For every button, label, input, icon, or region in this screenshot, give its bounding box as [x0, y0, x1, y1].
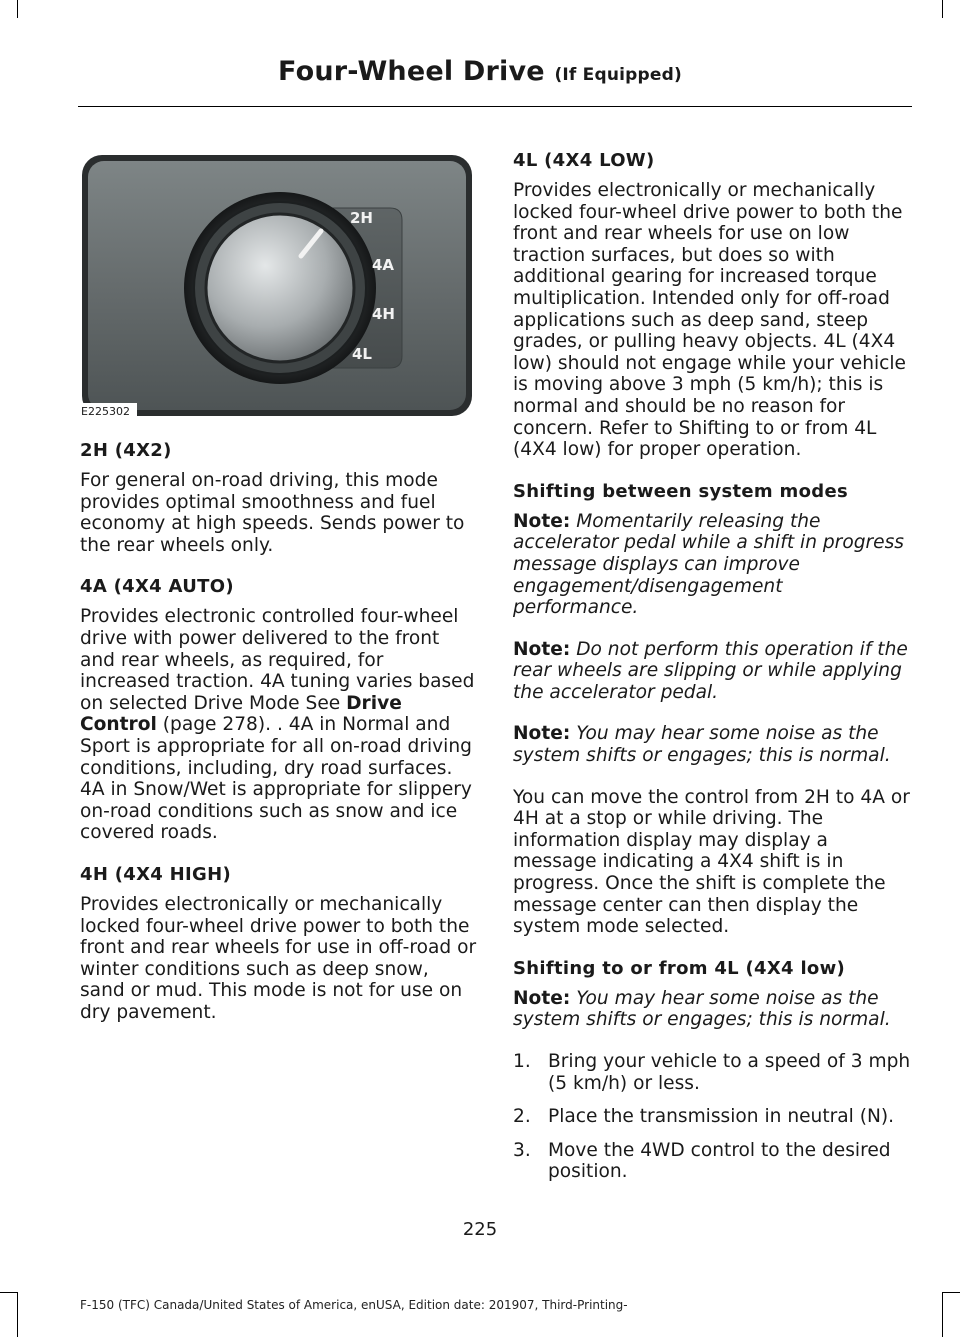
- note-wheels-slipping: [513, 639, 911, 704]
- step-text: Bring your vehicle to a speed of 3 mph (5 km/h) or less.: [548, 1051, 911, 1094]
- section-body-4a-part1: Provides electronic controlled four-wheel drive with power delivered to the front and rear wheels, as required, for increased traction. 4A tuning varies based on selected Drive Mode See: [80, 606, 475, 714]
- crop-mark-top-right-vertical: [942, 0, 943, 18]
- image-id: E225302: [81, 405, 130, 418]
- drive-control-link[interactable]: Drive Control: [80, 692, 402, 736]
- note-label: Note:: [513, 987, 571, 1009]
- list-item: [513, 1106, 911, 1128]
- dial-knob: [206, 214, 354, 362]
- crop-mark-bottom-right-vertical: [942, 1292, 943, 1337]
- list-item: [513, 1140, 911, 1183]
- note-label: Note:: [513, 723, 571, 745]
- list-item: [513, 1051, 911, 1094]
- note-label: Note:: [513, 638, 571, 660]
- section-body-shifting-modes: You can move the control from 2H to 4A or 4H at a stop or while driving. The information display may display a message indicating a 4X4 shift is in progress. Once the shift is complete the message center can then display the system mode selected.: [513, 786, 910, 938]
- section-heading-4h: 4H (4X4 HIGH): [80, 863, 232, 885]
- page-number: 225: [462, 1219, 498, 1240]
- note-text: Do not perform this operation if the rear wheels are slipping or while applying the accelerator pedal.: [513, 638, 908, 703]
- note-text: Momentarily releasing the accelerator pedal while a shift in progress message displays can improve engagement/disengagement performance.: [513, 510, 904, 619]
- step-number: 3.: [513, 1139, 531, 1161]
- right-column: [513, 150, 911, 1195]
- page-title: [0, 56, 960, 87]
- crop-mark-bottom-left-horizontal: [0, 1292, 18, 1293]
- note-noise: [513, 723, 911, 766]
- crop-mark-top-left-vertical: [17, 0, 18, 18]
- left-column: [80, 440, 478, 1043]
- section-body-4a: [80, 606, 478, 844]
- note-accelerator-release: [513, 511, 911, 619]
- step-text: Place the transmission in neutral (N).: [548, 1106, 895, 1128]
- edition-footer: F-150 (TFC) Canada/United States of America, enUSA, Edition date: 201907, Third-Printing-: [80, 1298, 628, 1312]
- dial-label-4l: 4L: [352, 345, 372, 363]
- page-title-main: Four-Wheel Drive: [278, 56, 545, 87]
- page-title-subtitle: (If Equipped): [554, 65, 682, 85]
- section-body-2h: For general on-road driving, this mode provides optimal smoothness and fuel economy at high speeds. Sends power to the rear wheels only.: [80, 470, 465, 556]
- dial-label-2h: 2H: [350, 209, 373, 227]
- step-number: 2.: [513, 1106, 531, 1128]
- crop-mark-bottom-left-vertical: [17, 1292, 18, 1337]
- section-body-4l: Provides electronically or mechanically locked four-wheel drive power to both the front and rear wheels for use on low traction surfaces, but does so with additional gearing for increased torque multiplication. Intended only for off-road applications such as deep sand, steep grades, or pulling heavy objects. 4L (4X4 low) should not engage while your vehicle is moving above 3 mph (5 km/h); this is normal and should be no reason for concern. Refer to Shifting to or from 4L (4X4 low) for proper operation.: [513, 180, 906, 461]
- dial-label-4a: 4A: [372, 256, 395, 274]
- 4wd-control-dial-figure: [80, 153, 474, 418]
- header-divider: [78, 106, 912, 107]
- note-text: You may hear some noise as the system shifts or engages; this is normal.: [513, 987, 891, 1031]
- crop-mark-bottom-right-horizontal: [942, 1292, 960, 1293]
- section-body-4h: Provides electronically or mechanically locked four-wheel drive power to both the front and rear wheels for use in off-road or winter conditions such as deep snow, sand or mud. This mode is not for use on dry pavement.: [80, 893, 477, 1023]
- step-number: 1.: [513, 1051, 531, 1072]
- steps-list: [513, 1051, 911, 1183]
- section-heading-4l: 4L (4X4 LOW): [513, 150, 655, 171]
- section-heading-2h: 2H (4X2): [80, 440, 172, 461]
- section-heading-shifting-4l: Shifting to or from 4L (4X4 low): [513, 957, 846, 979]
- dial-label-4h: 4H: [372, 305, 395, 323]
- note-label: Note:: [513, 510, 571, 532]
- step-text: Move the 4WD control to the desired position.: [548, 1139, 891, 1183]
- note-text: You may hear some noise as the system shifts or engages; this is normal.: [513, 723, 891, 767]
- note-noise-4l: [513, 988, 911, 1031]
- section-heading-4a: 4A (4X4 AUTO): [80, 576, 234, 598]
- section-body-4a-part2: (page 278). . 4A in Normal and Sport is appropriate for all on-road driving conditions, including, dry road surfaces. 4A in Snow/Wet is appropriate for slippery on-road conditions such as snow and ice covered roads.: [80, 714, 472, 844]
- section-heading-shifting-modes: Shifting between system modes: [513, 480, 848, 502]
